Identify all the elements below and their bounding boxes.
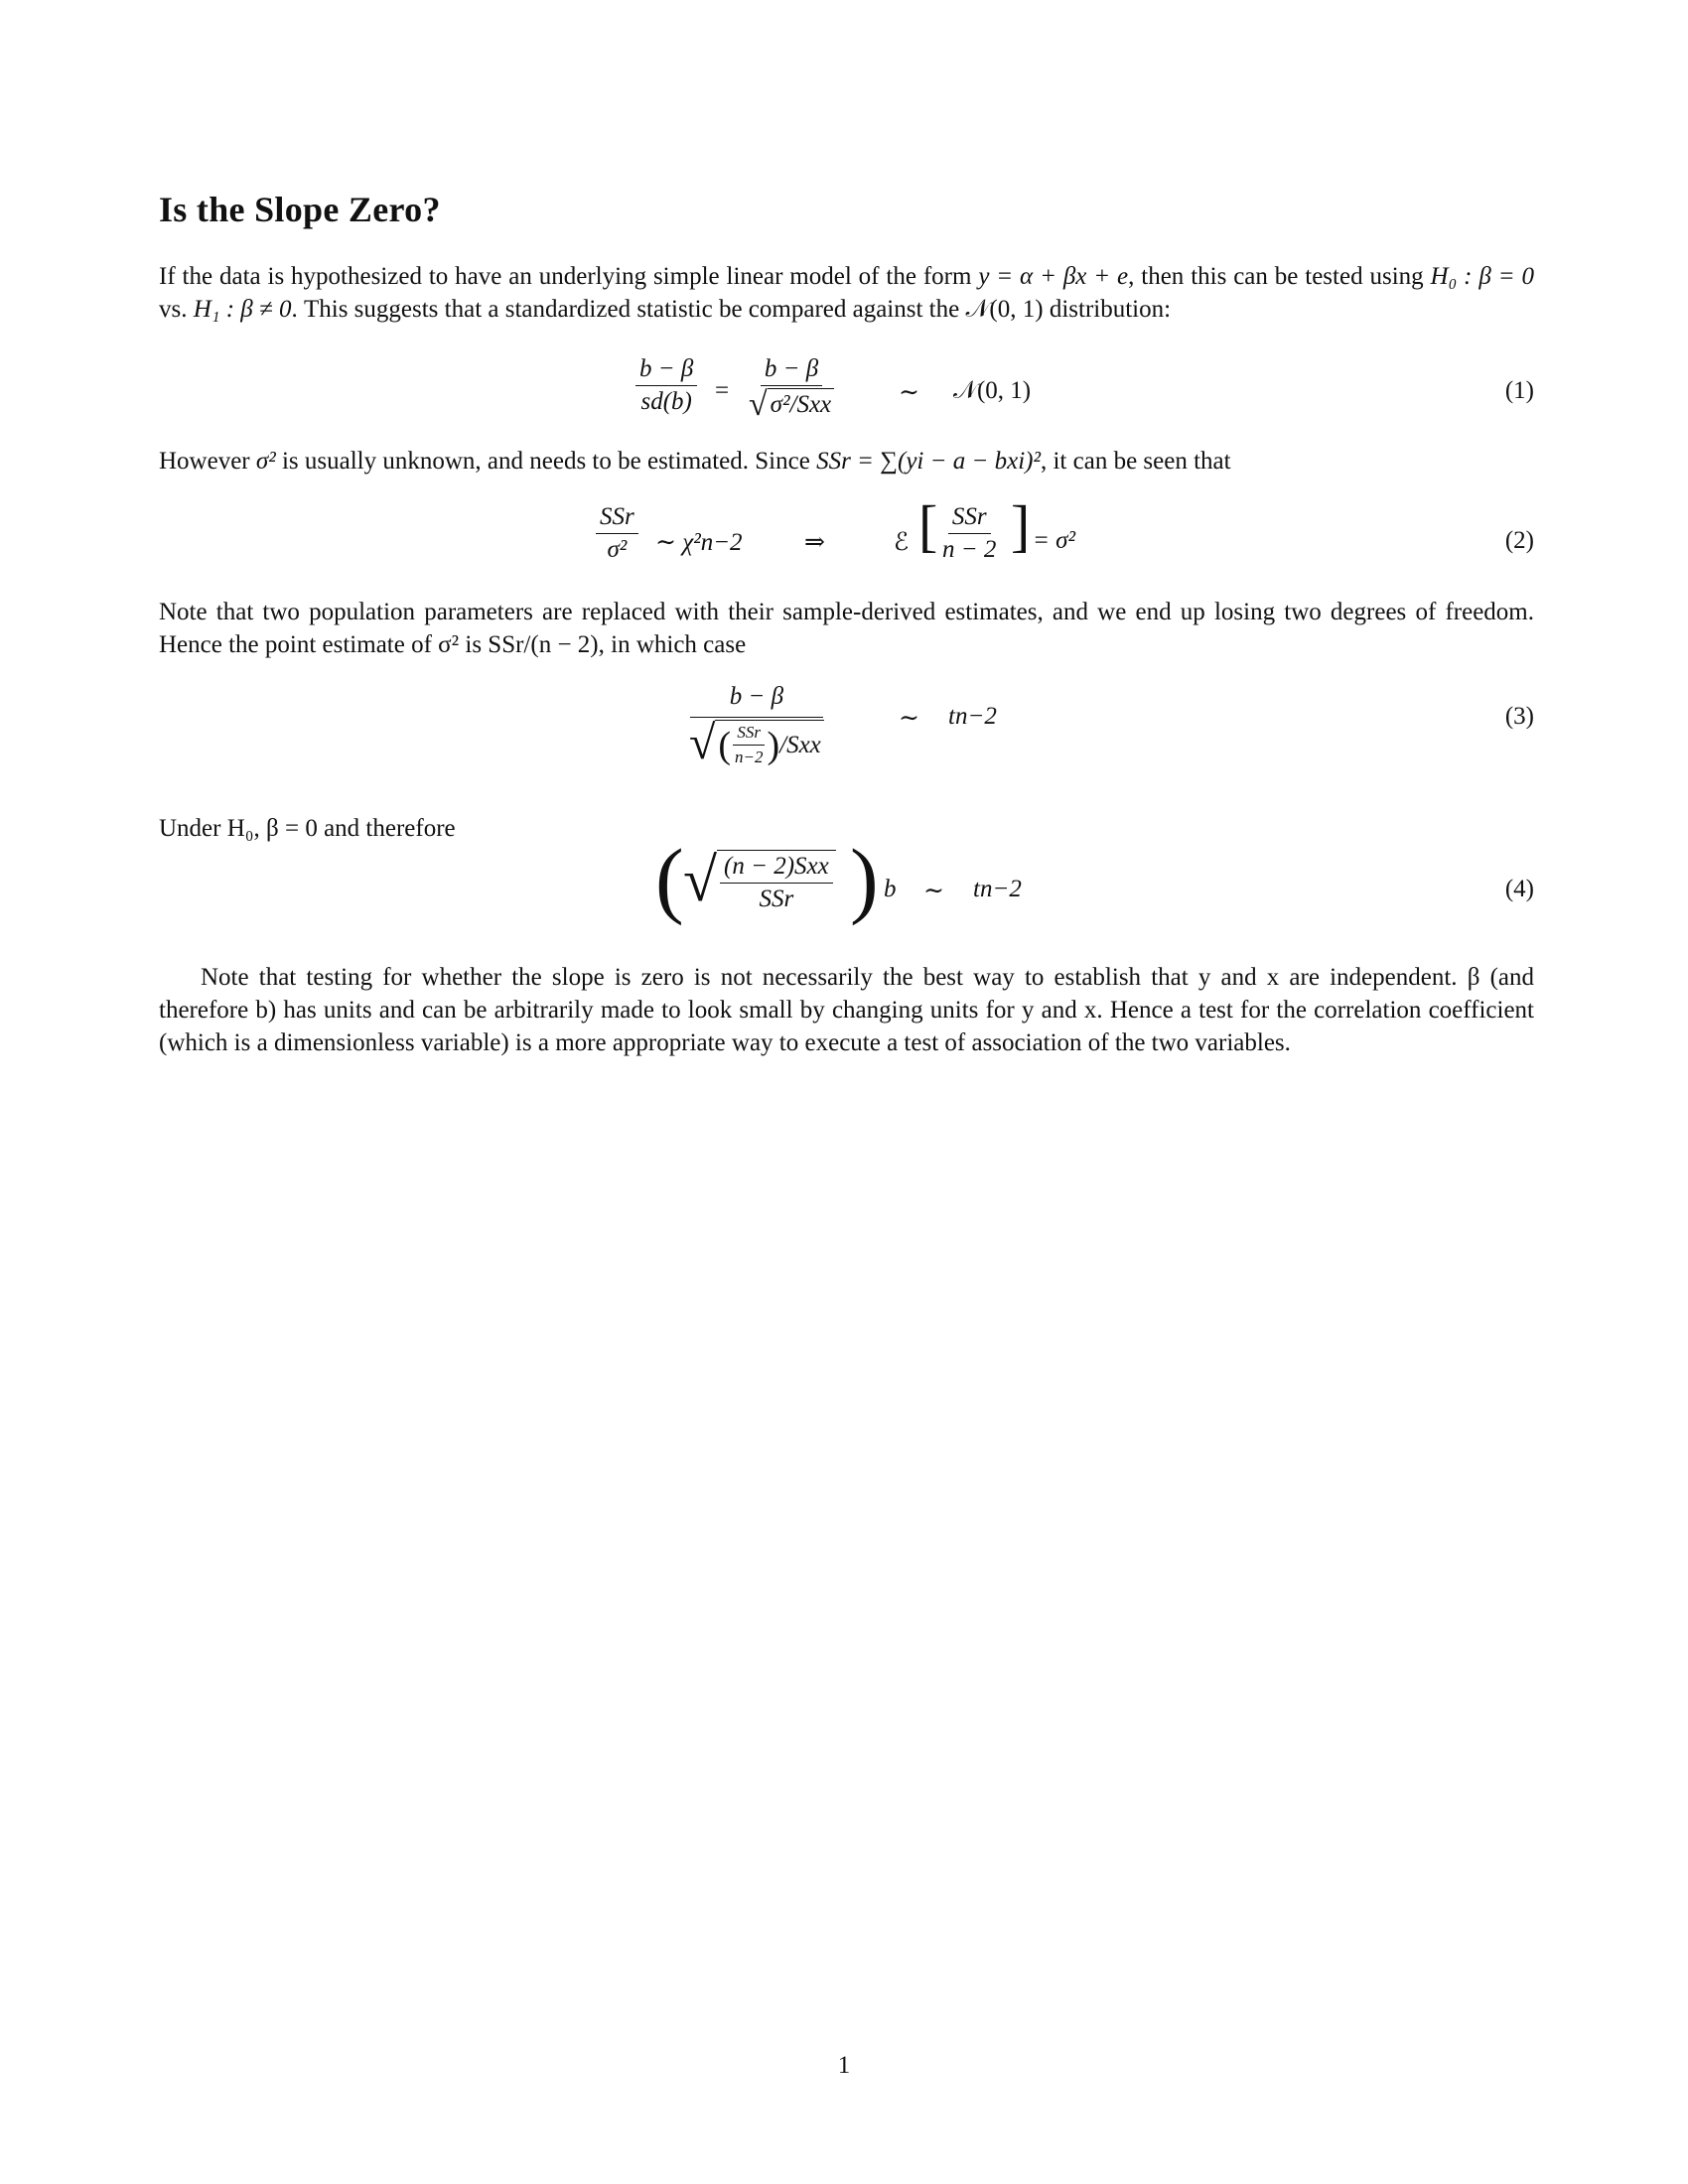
page-number: 1	[837, 2052, 851, 2079]
eq1-rhs: 𝒩(0, 1)	[953, 377, 1032, 404]
intro-text-3: vs.	[159, 296, 194, 323]
eq3-frac: b − β √ ( $\frac{\text{SSr}}{n-2}$ ) /Sxx	[685, 683, 828, 767]
intro-text-2: , then this can be tested using	[1128, 263, 1431, 290]
intro-text-5: distribution:	[1043, 296, 1172, 323]
eq4-rhs: tn−2	[973, 876, 1022, 902]
eq2-right-bracket: ]	[1011, 493, 1031, 558]
eq4-tilde: ∼	[923, 878, 944, 904]
eq2-expectation: ℰ	[894, 529, 910, 556]
eq1-frac-left: $\frac{b - \beta}{sd(b)}$	[635, 355, 697, 416]
ssr-expression: SSr = ∑(yi − a − bxi)²	[816, 448, 1041, 475]
paragraph-under-h0: Under H₀, β = 0 and therefore	[159, 815, 456, 842]
eq1-equals: =	[715, 377, 730, 404]
paragraph-estimates: Note that two population parameters are replaced with their sample-derived estimates, and we end up losing two degrees of freedom. Hence the point estimate of σ² is SSr/(n − 2), in which case	[159, 599, 1534, 658]
eq4-sqrt: √ $\frac{\text{(n − 2)Sxx}}{\text{SSr}}$	[683, 850, 836, 913]
eq4-right-paren: )	[850, 831, 879, 926]
model-formula: y = α + βx + e	[978, 263, 1129, 290]
alt-hypothesis: H₁ : β ≠ 0	[193, 296, 292, 323]
equation-number-3: (3)	[1504, 703, 1534, 730]
section-title: Is the Slope Zero?	[159, 190, 441, 229]
eq2-implies: ⇒	[804, 529, 825, 556]
paragraph-conclusion: Note that testing for whether the slope is zero is not necessarily the best way to establish that y and x are independent. β (and therefore b) has units and can be arbitrarily made to look small by changing units for y and x. Hence a test for the correlation coefficient (which is a dimensionless variable) is a more appropriate way to execute a test of association of the two variables.	[159, 964, 1534, 1056]
eq2-chi-square: ∼ χ²n−2	[655, 529, 743, 556]
eq3-rhs: tn−2	[948, 703, 997, 730]
equation-2	[159, 493, 1534, 581]
equation-number-4: (4)	[1504, 876, 1534, 902]
eq2-rhs: = σ²	[1033, 527, 1075, 554]
normal-dist: 𝒩(0, 1)	[965, 296, 1044, 323]
eq2-frac-ssr-sigma: SSr σ²	[596, 503, 638, 564]
eq1-frac-right: b − β √ σ²/Sxx	[745, 355, 838, 422]
eq1-tilde: ∼	[899, 379, 919, 406]
eq2-frac-ssr-n: SSr n − 2	[942, 503, 997, 563]
paragraph-however: However σ² is usually unknown, and needs to be estimated. Since SSr = ∑(yi − a − bxi)², it can be seen that	[159, 448, 1231, 475]
equation-number-2: (2)	[1504, 527, 1534, 554]
intro-text-4: . This suggests that a standardized statistic be compared against the	[291, 296, 966, 323]
sigma-squared: σ²	[255, 448, 276, 475]
eq4-left-paren: (	[655, 831, 684, 926]
null-hypothesis: H₀ : β = 0	[1430, 263, 1534, 290]
equation-4	[159, 831, 1534, 955]
eq3-tilde: ∼	[899, 705, 919, 732]
paragraph-intro	[159, 260, 1534, 326]
eq4-b: b	[884, 876, 897, 902]
eq2-left-bracket: [	[918, 493, 938, 558]
equation-3	[159, 683, 1534, 792]
equation-number-1: (1)	[1504, 377, 1534, 404]
intro-text-1: If the data is hypothesized to have an underlying simple linear model of the form	[159, 263, 979, 290]
equation-1	[159, 355, 1534, 435]
